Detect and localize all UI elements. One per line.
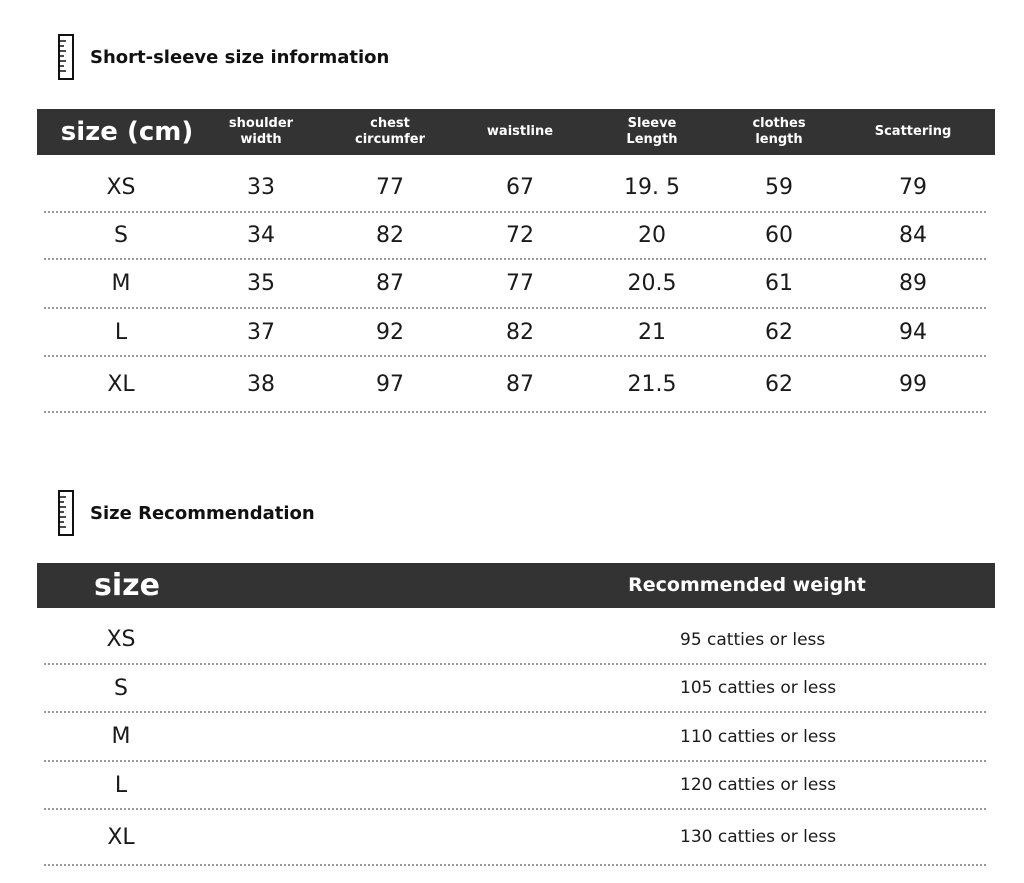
ruler-icon xyxy=(58,34,74,80)
measurement-value: 82 xyxy=(506,319,534,345)
measurement-value: 77 xyxy=(376,174,404,200)
size-label: M xyxy=(111,724,131,749)
table-row xyxy=(44,309,986,357)
table-row xyxy=(44,810,986,866)
section-title-text: Size Recommendation xyxy=(90,502,315,524)
measurement-value: 97 xyxy=(376,372,404,397)
header-cell xyxy=(848,109,978,155)
recommended-weight-value: 95 catties or less xyxy=(680,629,826,650)
header-size-cm xyxy=(47,109,207,155)
ruler-icon xyxy=(58,490,74,536)
size-label: XS xyxy=(106,627,136,652)
table-row xyxy=(44,713,986,762)
header-text: clothes xyxy=(752,115,806,131)
measurement-value: 21.5 xyxy=(627,372,677,397)
measurement-value: 87 xyxy=(376,271,404,296)
header-text: length xyxy=(755,132,803,147)
measurement-value: 33 xyxy=(247,174,275,200)
measurement-value: 89 xyxy=(899,271,927,296)
measurement-value: 20.5 xyxy=(627,271,677,296)
size-label: L xyxy=(114,319,128,345)
table-row xyxy=(44,762,986,810)
recommendation-table-header xyxy=(37,563,995,608)
measurement-value: 99 xyxy=(899,372,927,397)
recommended-weight-value: 130 catties or less xyxy=(680,827,837,847)
header-text: Scattering xyxy=(874,123,952,139)
measurement-value: 94 xyxy=(899,319,927,345)
measurement-value: 62 xyxy=(765,372,793,397)
table-row xyxy=(44,665,986,713)
measurement-value: 21 xyxy=(638,319,666,345)
header-cell xyxy=(455,109,585,155)
header-text: size (cm) xyxy=(60,116,194,147)
measurement-value: 84 xyxy=(899,222,927,248)
size-table-header xyxy=(37,109,995,155)
measurement-value: 79 xyxy=(899,174,927,200)
measurement-value: 59 xyxy=(765,174,793,200)
size-label: XL xyxy=(107,824,135,850)
measurement-value: 35 xyxy=(247,271,275,296)
measurement-value: 87 xyxy=(506,372,534,397)
size-label: M xyxy=(111,271,131,296)
recommendation-title xyxy=(58,490,315,536)
header-text: waistline xyxy=(486,123,554,139)
recommended-weight-value: 120 catties or less xyxy=(680,775,837,795)
header-text: Length xyxy=(626,132,678,147)
header-cell xyxy=(587,109,717,155)
measurement-value: 34 xyxy=(247,222,275,248)
size-label: S xyxy=(114,675,128,701)
header-text: width xyxy=(240,132,282,147)
table-row xyxy=(44,163,986,213)
measurement-value: 19. 5 xyxy=(624,174,680,200)
header-size: size xyxy=(94,567,160,603)
size-label: XS xyxy=(106,174,136,200)
header-text: circumfer xyxy=(355,132,425,147)
size-label: L xyxy=(114,772,128,798)
header-cell xyxy=(714,109,844,155)
table-row xyxy=(44,212,986,260)
measurement-value: 72 xyxy=(506,222,534,248)
header-recommended-weight: Recommended weight xyxy=(628,573,866,596)
table-row xyxy=(44,260,986,309)
recommended-weight-value: 110 catties or less xyxy=(680,726,837,747)
size-label: S xyxy=(114,222,128,248)
header-text: shoulder xyxy=(228,115,294,131)
measurement-value: 92 xyxy=(376,319,404,345)
measurement-value: 38 xyxy=(247,372,275,397)
header-cell xyxy=(325,109,455,155)
measurement-value: 61 xyxy=(765,271,793,296)
header-text: chest xyxy=(370,115,410,131)
size-info-title xyxy=(58,34,389,80)
measurement-value: 37 xyxy=(247,319,275,345)
measurement-value: 67 xyxy=(506,174,534,200)
recommended-weight-value: 105 catties or less xyxy=(680,678,837,698)
header-cell xyxy=(196,109,326,155)
section-title-text: Short-sleeve size information xyxy=(90,46,390,68)
size-label: XL xyxy=(107,372,135,397)
header-text: Sleeve xyxy=(627,115,677,131)
measurement-value: 82 xyxy=(376,222,404,248)
measurement-value: 62 xyxy=(765,319,793,345)
measurement-value: 77 xyxy=(506,271,534,296)
measurement-value: 60 xyxy=(765,222,793,248)
table-row xyxy=(44,616,986,665)
measurement-value: 20 xyxy=(638,222,666,248)
table-row xyxy=(44,358,986,413)
